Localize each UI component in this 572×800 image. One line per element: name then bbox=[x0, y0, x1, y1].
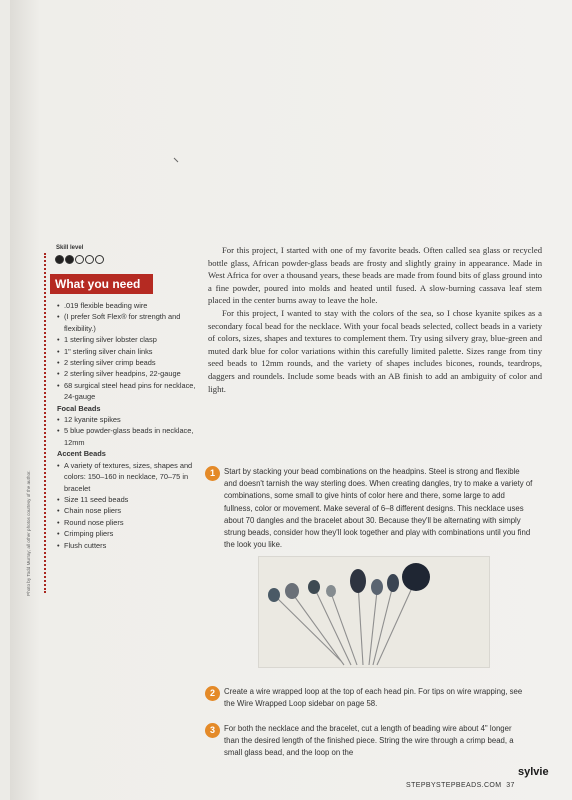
step-text: Create a wire wrapped loop at the top of each head pin. For tips on wire wrapping, see the Wire Wrapped Loop sidebar on page 58. bbox=[224, 687, 523, 709]
sidebar-dotted-rule bbox=[44, 253, 47, 593]
photo-credit: Photo by Todd Murray; all other photos courtesy of the author. bbox=[26, 470, 31, 596]
focal-beads-heading: Focal Beads bbox=[57, 403, 101, 413]
article-body bbox=[208, 244, 542, 395]
list-item: • 1 sterling silver lobster clasp bbox=[57, 334, 197, 345]
page-number: 37 bbox=[506, 782, 515, 789]
list-item: • .019 flexible beading wire bbox=[57, 300, 197, 311]
skill-dot-empty bbox=[85, 255, 94, 264]
headpins-photo bbox=[258, 556, 490, 668]
materials-list bbox=[57, 300, 197, 551]
list-item: • 1" sterling silver chain links bbox=[57, 346, 197, 357]
what-you-need-heading: What you need bbox=[50, 274, 153, 294]
paragraph: For this project, I wanted to stay with the colors of the sea, so I chose kyanite spikes as a secondary focal bead for the necklace. With your focal beads selected, collect beads in a variety of colors, sizes, shapes and textures to complement them. Try using silvery gray, blue-green and muted dark blue for color variations within this carefully limited palette. Sizes range from tiny seed beads to 12mm rounds, and the variety of shapes includes bicones, rounds, teardrops, daggers and roundels. Include some beads with an AB finish to add an ambiguity of color and light. bbox=[208, 307, 542, 394]
list-item: • Size 11 seed beads bbox=[57, 494, 197, 505]
skill-dot-filled bbox=[65, 255, 74, 264]
list-item: • 12 kyanite spikes bbox=[57, 414, 197, 425]
paragraph: For this project, I started with one of my favorite beads. Often called sea glass or recycled bottle glass, African powder-glass beads are frosty and slightly grainy in appearance. Made in West Africa for over a thousand years, these beads are made from found bits of glass ground into a fine powder, poured into molds and heated until fused. A slow-burning cassava leaf stem placed in the center burns away to leave the hole. bbox=[208, 245, 542, 306]
step-number-badge: 1 bbox=[205, 466, 220, 481]
footer-site: STEPBYSTEPBEADS.COM bbox=[406, 782, 502, 789]
step-text: Start by stacking your bead combinations on the headpins. Steel is strong and flexible and doesn't tarnish the way sterling does. When creating dangles, try to make a variety of combinations, some small to give hints of color here and there, some large to add fullness, color or movement. Make several of 6–8 different designs. This necklace uses about 70 dangles and the bracelet about 30. Because they'll be alternating with simply strung beads, consider how they'll look together and play with combinations until you find the look you like. bbox=[224, 467, 533, 550]
list-item-note: • (I prefer Soft Flex® for strength and flexibility.) bbox=[57, 311, 197, 334]
list-item: • 2 sterling silver crimp beads bbox=[57, 357, 197, 368]
page-footer bbox=[406, 782, 515, 789]
list-item: • Round nose pliers bbox=[57, 517, 197, 528]
accent-beads-heading: Accent Beads bbox=[57, 449, 106, 459]
list-item: • 2 sterling silver headpins, 22-gauge bbox=[57, 368, 197, 379]
step-number-badge: 2 bbox=[205, 686, 220, 701]
skill-dot-filled bbox=[55, 255, 64, 264]
skill-dot-empty bbox=[75, 255, 84, 264]
list-item: • Flush cutters bbox=[57, 540, 197, 551]
watermark: sylvie bbox=[518, 766, 549, 778]
skill-dot-empty bbox=[95, 255, 104, 264]
list-item: • A variety of textures, sizes, shapes and colors: 150–160 in necklace, 70–75 in bracelet bbox=[57, 460, 197, 494]
list-item: • 68 surgical steel head pins for necklace, 24-gauge bbox=[57, 380, 197, 403]
list-item: • Chain nose pliers bbox=[57, 505, 197, 516]
list-item: • 5 blue powder-glass beads in necklace, 12mm bbox=[57, 425, 197, 448]
list-item: • Crimping pliers bbox=[57, 528, 197, 539]
page-speck bbox=[173, 150, 179, 156]
step-text: For both the necklace and the bracelet, cut a length of beading wire about 4" longer than the desired length of the finished piece. String the wire through a crimp bead, a small glass bead, and the loop on the bbox=[224, 724, 514, 758]
step-number-badge: 3 bbox=[205, 723, 220, 738]
skill-level-label: Skill level bbox=[56, 245, 84, 251]
skill-level-rating bbox=[55, 255, 104, 264]
